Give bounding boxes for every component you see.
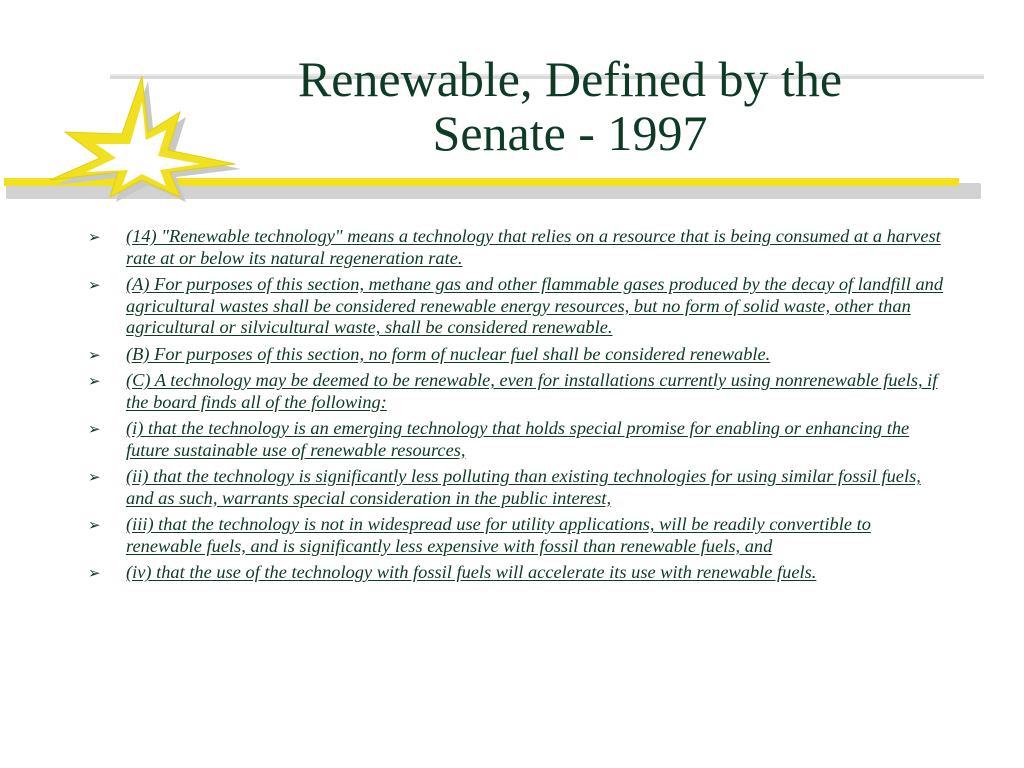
list-item [88,274,948,339]
arrowhead-bullet-icon: ➢ [88,420,101,438]
list-item [88,562,948,584]
list-item-text: (C) A technology may be deemed to be renewable, even for installations currently using nonrenewable fuels, if the board finds all of the following: [126,370,938,412]
list-item-text: (iv) that the use of the technology with fossil fuels will accelerate its use with renewable fuels. [126,562,817,582]
arrowhead-bullet-icon: ➢ [88,468,101,486]
list-item [88,226,948,269]
list-item [88,344,948,366]
list-item [88,370,948,413]
arrowhead-bullet-icon: ➢ [88,372,101,390]
list-item [88,466,948,509]
list-item-text: (B) For purposes of this section, no form of nuclear fuel shall be considered renewable. [126,343,771,364]
bullet-list [88,226,948,589]
arrowhead-bullet-icon: ➢ [88,564,101,582]
title-line-2: Senate - 1997 [432,105,708,161]
arrowhead-bullet-icon: ➢ [88,276,101,294]
list-item-text: (i) that the technology is an emerging technology that holds special promise for enabling or enhancing the future sustainable use of renewable resources, [126,418,910,460]
title-line-1: Renewable, Defined by the [297,51,843,107]
page-title [190,52,950,160]
list-item-text: (iii) that the technology is not in widespread use for utility applications, will be readily convertible to renewable fuels, and is significantly less expensive with fossil than renewable fuels, and [126,514,871,556]
list-item [88,418,948,461]
list-item-text: (ii) that the technology is significantly less polluting than existing technologies for using similar fossil fuels, and as such, warrants special consideration in the public interest, [126,466,921,508]
arrowhead-bullet-icon: ➢ [88,516,101,534]
list-item-text: (A) For purposes of this section, methane gas and other flammable gases produced by the decay of landfill and agricultural wastes shall be considered renewable energy resources, but no form of solid waste, other than agricultural or silvicultural waste, shall be considered renewable. [126,274,944,337]
arrowhead-bullet-icon: ➢ [88,228,101,246]
arrowhead-bullet-icon: ➢ [88,345,101,364]
list-item [88,514,948,557]
list-item-text: (14) "Renewable technology" means a technology that relies on a resource that is being consumed at a harvest rate at or below its natural regeneration rate. [126,226,941,268]
